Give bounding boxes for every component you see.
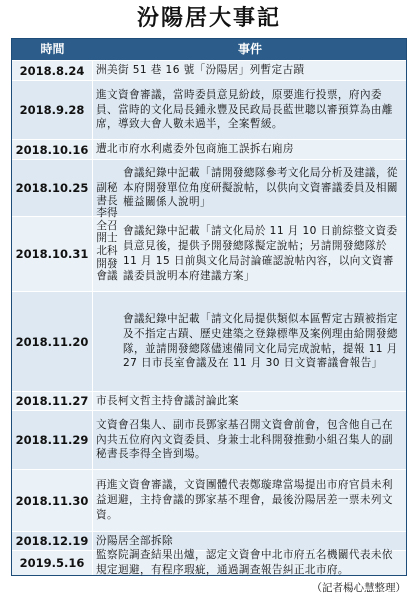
row-date: 2018.11.29: [12, 411, 93, 469]
table-row: [12, 391, 406, 410]
row-date: 2018.11.30: [12, 470, 93, 531]
side-label-vertical: 副秘書長李得全召開士北科開發會議: [96, 182, 118, 283]
row-date: 2019.5.16: [12, 551, 93, 575]
row-event: 文資會召集人、副市長鄧家基召開文資會前會，包含他自己在內共五位府內文資委員、身兼士北科開發推動小組召集人的副秘書長李得全皆到場。: [96, 418, 393, 461]
table-row: [12, 60, 406, 80]
table-row: [12, 550, 406, 575]
row-event: 會議紀錄中記載「請文化局於 11 月 10 日前綜整文資委員意見後，提供予開發總隊擬定說帖；另請開發總隊於 11 月 15 日前與文化局討論確認說帖內容，以向文資審議委員說明本府建議方案」: [123, 225, 398, 282]
row-event: 監察院調查結果出爐，認定文資會中北市府五名機關代表未依規定迴避，有程序瑕疵，通過調查報告糾正北市府。: [96, 549, 393, 576]
row-event: 汾陽居全部拆除: [96, 534, 173, 547]
header-time: 時間: [40, 42, 65, 56]
row-date: 2018.10.31: [12, 217, 93, 291]
row-date: 2018.12.19: [12, 532, 93, 550]
row-date: 2018.9.28: [12, 81, 93, 139]
row-event: 洲美街 51 巷 16 號「汾陽居」列暫定古蹟: [96, 64, 305, 77]
table-row: [12, 531, 406, 550]
table-row: [12, 139, 406, 159]
row-event: 會議紀錄中記載「請開發總隊參考文化局分析及建議，從本府開發單位角度研擬說帖，以供向文資審議委員及相關權益關係人說明」: [123, 166, 398, 209]
row-event: 進文資會審議，當時委員意見紛歧，原要進行投票，府內委員、當時的文化局長鍾永豐及民政局長藍世聰以審預算為由離席，導致大會人數未過半，全案暫緩。: [96, 88, 393, 131]
row-date: 2018.10.25: [12, 160, 93, 216]
row-event: 遭北市府水利處委外包商施工誤拆右廂房: [96, 143, 294, 156]
reporter-credit: （記者楊心慧整理）: [311, 582, 406, 594]
row-date: 2018.8.24: [12, 61, 93, 80]
table-row: [12, 80, 406, 139]
table-row: [12, 291, 406, 391]
row-date: 2018.11.20: [12, 292, 93, 391]
row-event: 會議紀錄中記載「請文化局提供類似本區暫定古蹟被指定及不指定古蹟、歷史建築之登錄標準及案例理由給開發總隊，並請開發總隊儘速備同文化局完成說帖，提報 11 月 27 日市長室會議及在 11 月 30 日文資審議會報告」: [123, 312, 398, 370]
table-header: [12, 39, 406, 60]
table-row: [12, 216, 406, 291]
row-date: 2018.10.16: [12, 140, 93, 159]
row-date: 2018.11.27: [12, 392, 93, 410]
header-event: 事件: [237, 42, 262, 56]
table-row: [12, 159, 406, 216]
row-event: 市長柯文哲主持會議討論此案: [96, 394, 239, 407]
table-row: [12, 469, 406, 531]
table-row: [12, 410, 406, 469]
page-title: 汾陽居大事記: [136, 6, 281, 31]
row-event: 再進文資會審議，文資團體代表鄭璇瑋當場提出市府官員未利益迴避，主持會議的鄧家基不理會，最後汾陽居差一票未列文資。: [96, 479, 393, 521]
events-table: [11, 38, 407, 576]
